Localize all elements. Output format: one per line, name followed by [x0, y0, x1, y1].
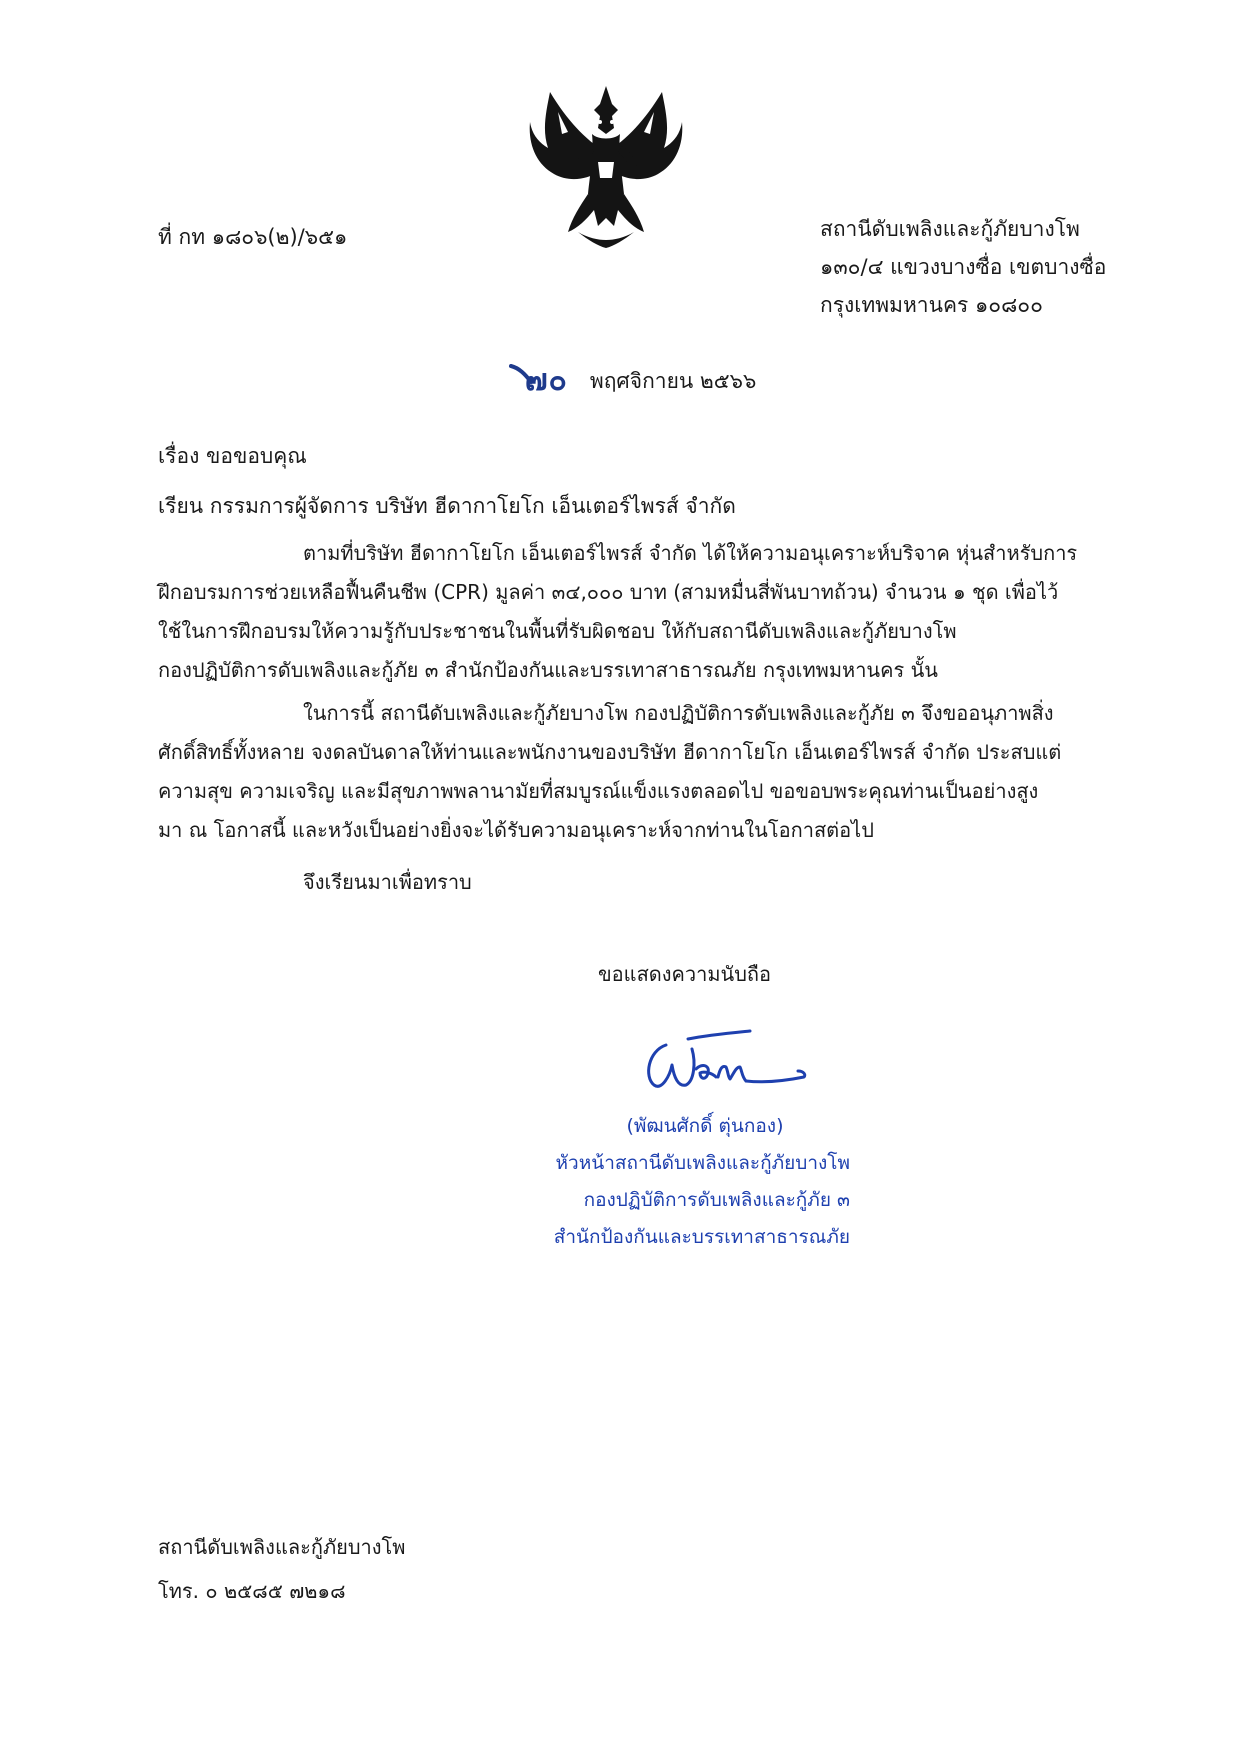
paragraph-line: ใช้ในการฝึกอบรมให้ความรู้กับประชาชนในพื้นที่รับผิดชอบ ให้กับสถานีดับเพลิงและกู้ภัยบางโพ: [158, 619, 957, 643]
letter-date: [525, 362, 756, 400]
signer-title: สำนักป้องกันและบรรเทาสาธารณภัย: [553, 1226, 850, 1248]
paragraph-line: ศักดิ์สิทธิ์ทั้งหลาย จงดลบันดาลให้ท่านและพนักงานของบริษัท ฮีดากาโยโก เอ็นเตอร์ไพรส์ จำกัด ประสบแต่: [158, 740, 1062, 764]
reference-number: ที่ กท ๑๘๐๖(๒)/๖๕๑: [158, 225, 348, 249]
paragraph-line: ความสุข ความเจริญ และมีสุขภาพพลานามัยที่สมบูรณ์แข็งแรงตลอดไป ขอขอบพระคุณท่านเป็นอย่างสูง: [158, 779, 1039, 803]
garuda-emblem-icon: [528, 82, 684, 250]
closing-statement: จึงเรียนมาเพื่อทราบ: [303, 870, 472, 894]
body-paragraph-1: [158, 534, 1108, 690]
date-day-handwritten: [525, 362, 568, 400]
letter-recipient: เรียน กรรมการผู้จัดการ บริษัท ฮีดากาโยโก เอ็นเตอร์ไพรส์ จำกัด: [158, 494, 736, 518]
handwritten-signature-icon: [638, 1025, 813, 1100]
address-line: สถานีดับเพลิงและกู้ภัยบางโพ: [820, 217, 1080, 241]
footer-office: สถานีดับเพลิงและกู้ภัยบางโพ: [158, 1535, 406, 1559]
letter-subject: เรื่อง ขอขอบคุณ: [158, 444, 307, 468]
footer-contact: [158, 1525, 405, 1613]
body-paragraph-2: [158, 694, 1108, 850]
address-line: ๑๓๐/๔ แขวงบางซื่อ เขตบางซื่อ: [820, 255, 1107, 279]
date-pen-stroke-icon: [525, 362, 573, 402]
paragraph-line: ฝึกอบรมการช่วยเหลือฟื้นคืนชีพ (CPR) มูลค่า ๓๔,๐๐๐ บาท (สามหมื่นสี่พันบาทถ้วน) จำนวน ๑ ชุด เพื่อไว้: [158, 580, 1059, 604]
signer-name: (พัฒนศักดิ์ ตุ่นกอง): [626, 1115, 784, 1137]
paragraph-line: มา ณ โอกาสนี้ และหวังเป็นอย่างยิ่งจะได้รับความอนุเคราะห์จากท่านในโอกาสต่อไป: [158, 818, 874, 842]
signer-title: หัวหน้าสถานีดับเพลิงและกู้ภัยบางโพ: [555, 1152, 850, 1174]
paragraph-line: ตามที่บริษัท ฮีดากาโยโก เอ็นเตอร์ไพรส์ จำกัด ได้ให้ความอนุเคราะห์บริจาค หุ่นสำหรับการ: [303, 541, 1078, 565]
date-day-value: ๗๐: [525, 363, 568, 398]
paragraph-line: กองปฏิบัติการดับเพลิงและกู้ภัย ๓ สำนักป้องกันและบรรเทาสาธารณภัย กรุงเทพมหานคร นั้น: [158, 658, 938, 682]
address-line: กรุงเทพมหานคร ๑๐๘๐๐: [820, 293, 1043, 317]
sender-address: [820, 210, 1106, 324]
footer-phone: โทร. ๐ ๒๕๘๕ ๗๒๑๘: [158, 1579, 346, 1603]
signer-block: [520, 1108, 850, 1256]
date-month-year: พฤศจิกายน ๒๕๖๖: [589, 369, 757, 393]
paragraph-line: ในการนี้ สถานีดับเพลิงและกู้ภัยบางโพ กองปฏิบัติการดับเพลิงและกู้ภัย ๓ จึงขออนุภาพสิ่ง: [303, 701, 1054, 725]
signer-title: กองปฏิบัติการดับเพลิงและกู้ภัย ๓: [583, 1189, 850, 1211]
closing-salutation: ขอแสดงความนับถือ: [598, 962, 772, 986]
